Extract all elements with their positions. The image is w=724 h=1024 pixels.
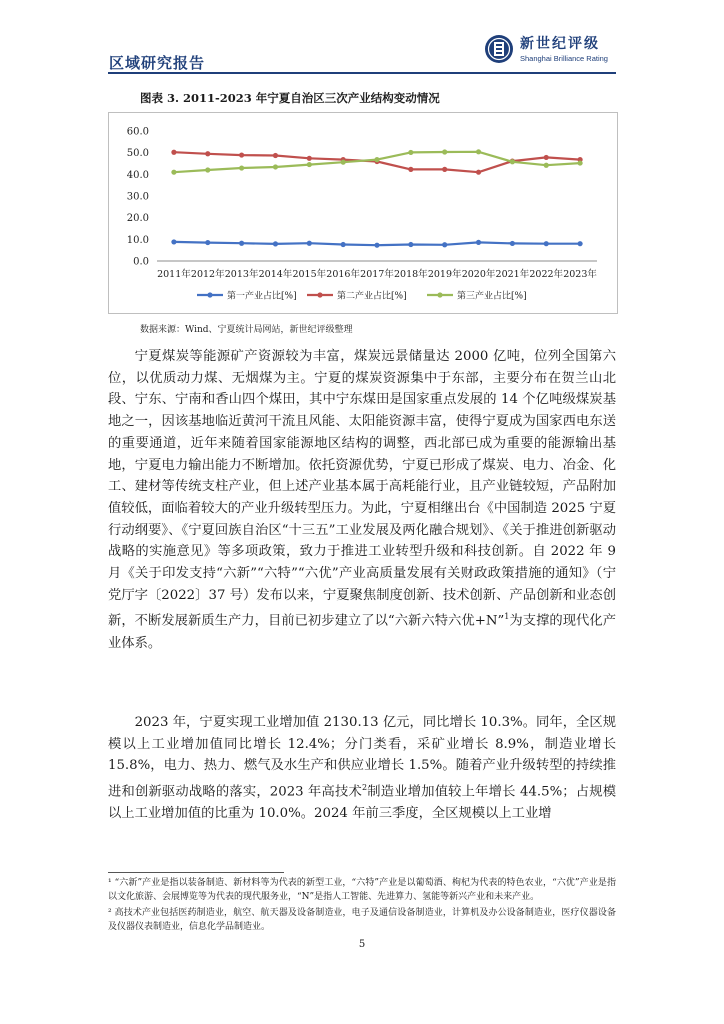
data-point-series-3 [577, 160, 582, 165]
data-point-series-1 [374, 243, 379, 248]
body-paragraph-1 [108, 346, 616, 654]
x-tick-label: 2011年 [157, 269, 191, 280]
data-point-series-3 [205, 167, 210, 172]
x-tick-label: 2015年 [292, 269, 327, 280]
industry-structure-chart [108, 112, 618, 314]
footnote-divider [108, 872, 284, 873]
y-tick-label: 10.0 [126, 234, 149, 246]
paragraph-1-tail: 为支撑的现代化产业体系。 [108, 613, 617, 651]
legend-label-3: 第三产业占比[%] [457, 291, 527, 302]
data-point-series-3 [510, 159, 515, 164]
y-tick-label: 30.0 [126, 191, 149, 203]
data-point-series-1 [476, 240, 481, 245]
footnote-2: ² 高技术产业包括医药制造业，航空、航天器及设备制造业，电子及通信设备制造业，计算机及办公设备制造业，医疗仪器设备及仪器仪表制造业，信息化学品制造业。 [108, 908, 616, 932]
data-point-series-1 [577, 241, 582, 246]
legend-marker-2 [317, 292, 322, 297]
data-point-series-2 [476, 170, 481, 175]
data-point-series-2 [205, 151, 210, 156]
legend-label-1: 第一产业占比[%] [227, 291, 297, 302]
y-tick-label: 60.0 [126, 126, 149, 138]
y-tick-label: 40.0 [126, 169, 149, 181]
line-chart-canvas [109, 113, 617, 313]
x-tick-label: 2020年 [461, 269, 496, 280]
paragraph-2-text-a: 2023 年，宁夏实现工业增加值 2130.13 亿元，同比增长 10.3%。同年，全区规模以上工业增加值同比增长 12.4%；分门类看，采矿业增长 8.9%，制造业增长 15.8%，电力、热力、燃气及水生产和供应业增长 1.5%。随着产业升级转型的持续推进和创新驱动战略的落实，2023 年高技术 [108, 715, 616, 800]
data-point-series-2 [273, 153, 278, 158]
data-point-series-3 [374, 157, 379, 162]
logo-english-name: Shanghai Brilliance Rating [520, 54, 608, 63]
data-point-series-1 [205, 240, 210, 245]
data-point-series-2 [544, 155, 549, 160]
data-point-series-1 [341, 242, 346, 247]
paragraph-2-text-b: 制造业增加值较上年增长 44.5%；占规模以上工业增加值的比重为 10.0%。2024 年前三季度，全区规模以上工业增 [108, 784, 616, 822]
legend-label-2: 第二产业占比[%] [337, 291, 407, 302]
logo-chinese-name: 新世纪评级 [520, 36, 600, 52]
page-number: 5 [358, 939, 366, 950]
y-tick-label: 50.0 [126, 148, 149, 160]
footnote-1: ¹ “六新”产业是指以装备制造、新材料等为代表的新型工业，“六特”产业是以葡萄酒、枸杞为代表的特色农业，“六优”产业是指以文化旅游、会展博览等为代表的现代服务业，“N”是指人工智能、先进算力、氢能等新兴产业和未来产业。 [108, 878, 616, 902]
data-point-series-2 [408, 167, 413, 172]
data-point-series-1 [510, 241, 515, 246]
x-tick-label: 2012年 [190, 269, 225, 280]
data-point-series-1 [273, 241, 278, 246]
data-point-series-3 [307, 162, 312, 167]
rating-agency-emblem-icon [484, 34, 514, 64]
x-tick-label: 2017年 [360, 269, 394, 280]
paragraph-1-text: 宁夏煤炭等能源矿产资源较为丰富，煤炭远景储量达 2000 亿吨，位列全国第六位，以优质动力煤、无烟煤为主。宁夏的煤炭资源集中于东部，主要分布在贺兰山北段、宁东、宁南和香山四个煤田，其中宁东煤田是国家重点发展的 14 个亿吨级煤炭基地之一，因该基地临近黄河干流且风能、太阳能资源丰富，使得宁夏成为国家西电东送的重要通道，近年来随着国家能源地区结构的调整，西北部已成为重要的能源输出基地，宁夏电力输出能力不断增加。依托资源优势，宁夏已形成了煤炭、电力、冶金、化工、建材等传统支柱产业，但上述产业基本属于高耗能行业，且产业链较短，产品附加值较低，面临着较大的产业升级转型压力。为此，宁夏相继出台《中国制造 2025 宁夏行动纲要》、《宁夏回族自治区“十三五”工业发展及两化融合规划》、《关于推进创新驱动战略的实施意见》等多项政策，致力于推进工业转型升级和科技创新。自 2022 年 9 月《关于印发支持“六新”“六特”“六优”产业高质量发展有关财政政策措施的通知》（宁党厅字〔2022〕37 号）发布以来，宁夏聚焦制度创新、技术创新、产品创新和业态创新，不断发展新质生产力，目前已初步建立了以“六新六特六优+N” [108, 349, 616, 629]
data-point-series-1 [307, 241, 312, 246]
x-tick-label: 2016年 [326, 269, 360, 280]
data-point-series-1 [239, 241, 244, 246]
report-section-title: 区域研究报告 [109, 54, 206, 72]
body-paragraph-2 [108, 712, 616, 825]
x-tick-label: 2013年 [224, 269, 259, 280]
data-point-series-2 [239, 152, 244, 157]
x-tick-label: 2018年 [394, 269, 428, 280]
data-point-series-3 [442, 149, 447, 154]
x-tick-label: 2022年 [529, 269, 564, 280]
data-point-series-1 [442, 242, 447, 247]
x-tick-label: 2014年 [258, 269, 293, 280]
header-divider [108, 72, 616, 74]
data-point-series-3 [273, 164, 278, 169]
figure-source-note: 数据来源：Wind、宁夏统计局网站，新世纪评级整理 [140, 325, 353, 335]
x-tick-label: 2023年 [563, 269, 597, 280]
legend-marker-3 [437, 292, 442, 297]
data-point-series-3 [544, 163, 549, 168]
data-point-series-2 [307, 156, 312, 161]
data-point-series-2 [171, 150, 176, 155]
data-point-series-3 [341, 160, 346, 165]
x-tick-label: 2021年 [495, 269, 530, 280]
data-point-series-3 [476, 149, 481, 154]
data-point-series-3 [171, 170, 176, 175]
data-point-series-3 [408, 150, 413, 155]
data-point-series-1 [171, 239, 176, 244]
legend-marker-1 [207, 292, 212, 297]
data-point-series-1 [544, 241, 549, 246]
brand-logo [484, 32, 616, 68]
y-tick-label: 0.0 [133, 256, 149, 268]
data-point-series-1 [408, 242, 413, 247]
x-tick-label: 2019年 [427, 269, 462, 280]
y-tick-label: 20.0 [126, 213, 149, 225]
footnote-ref-1: 1 [504, 612, 510, 622]
data-point-series-3 [239, 165, 244, 170]
footnote-ref-2: 2 [362, 783, 368, 793]
data-point-series-2 [442, 167, 447, 172]
figure-caption: 图表 3. 2011-2023 年宁夏自治区三次产业结构变动情况 [140, 91, 440, 105]
